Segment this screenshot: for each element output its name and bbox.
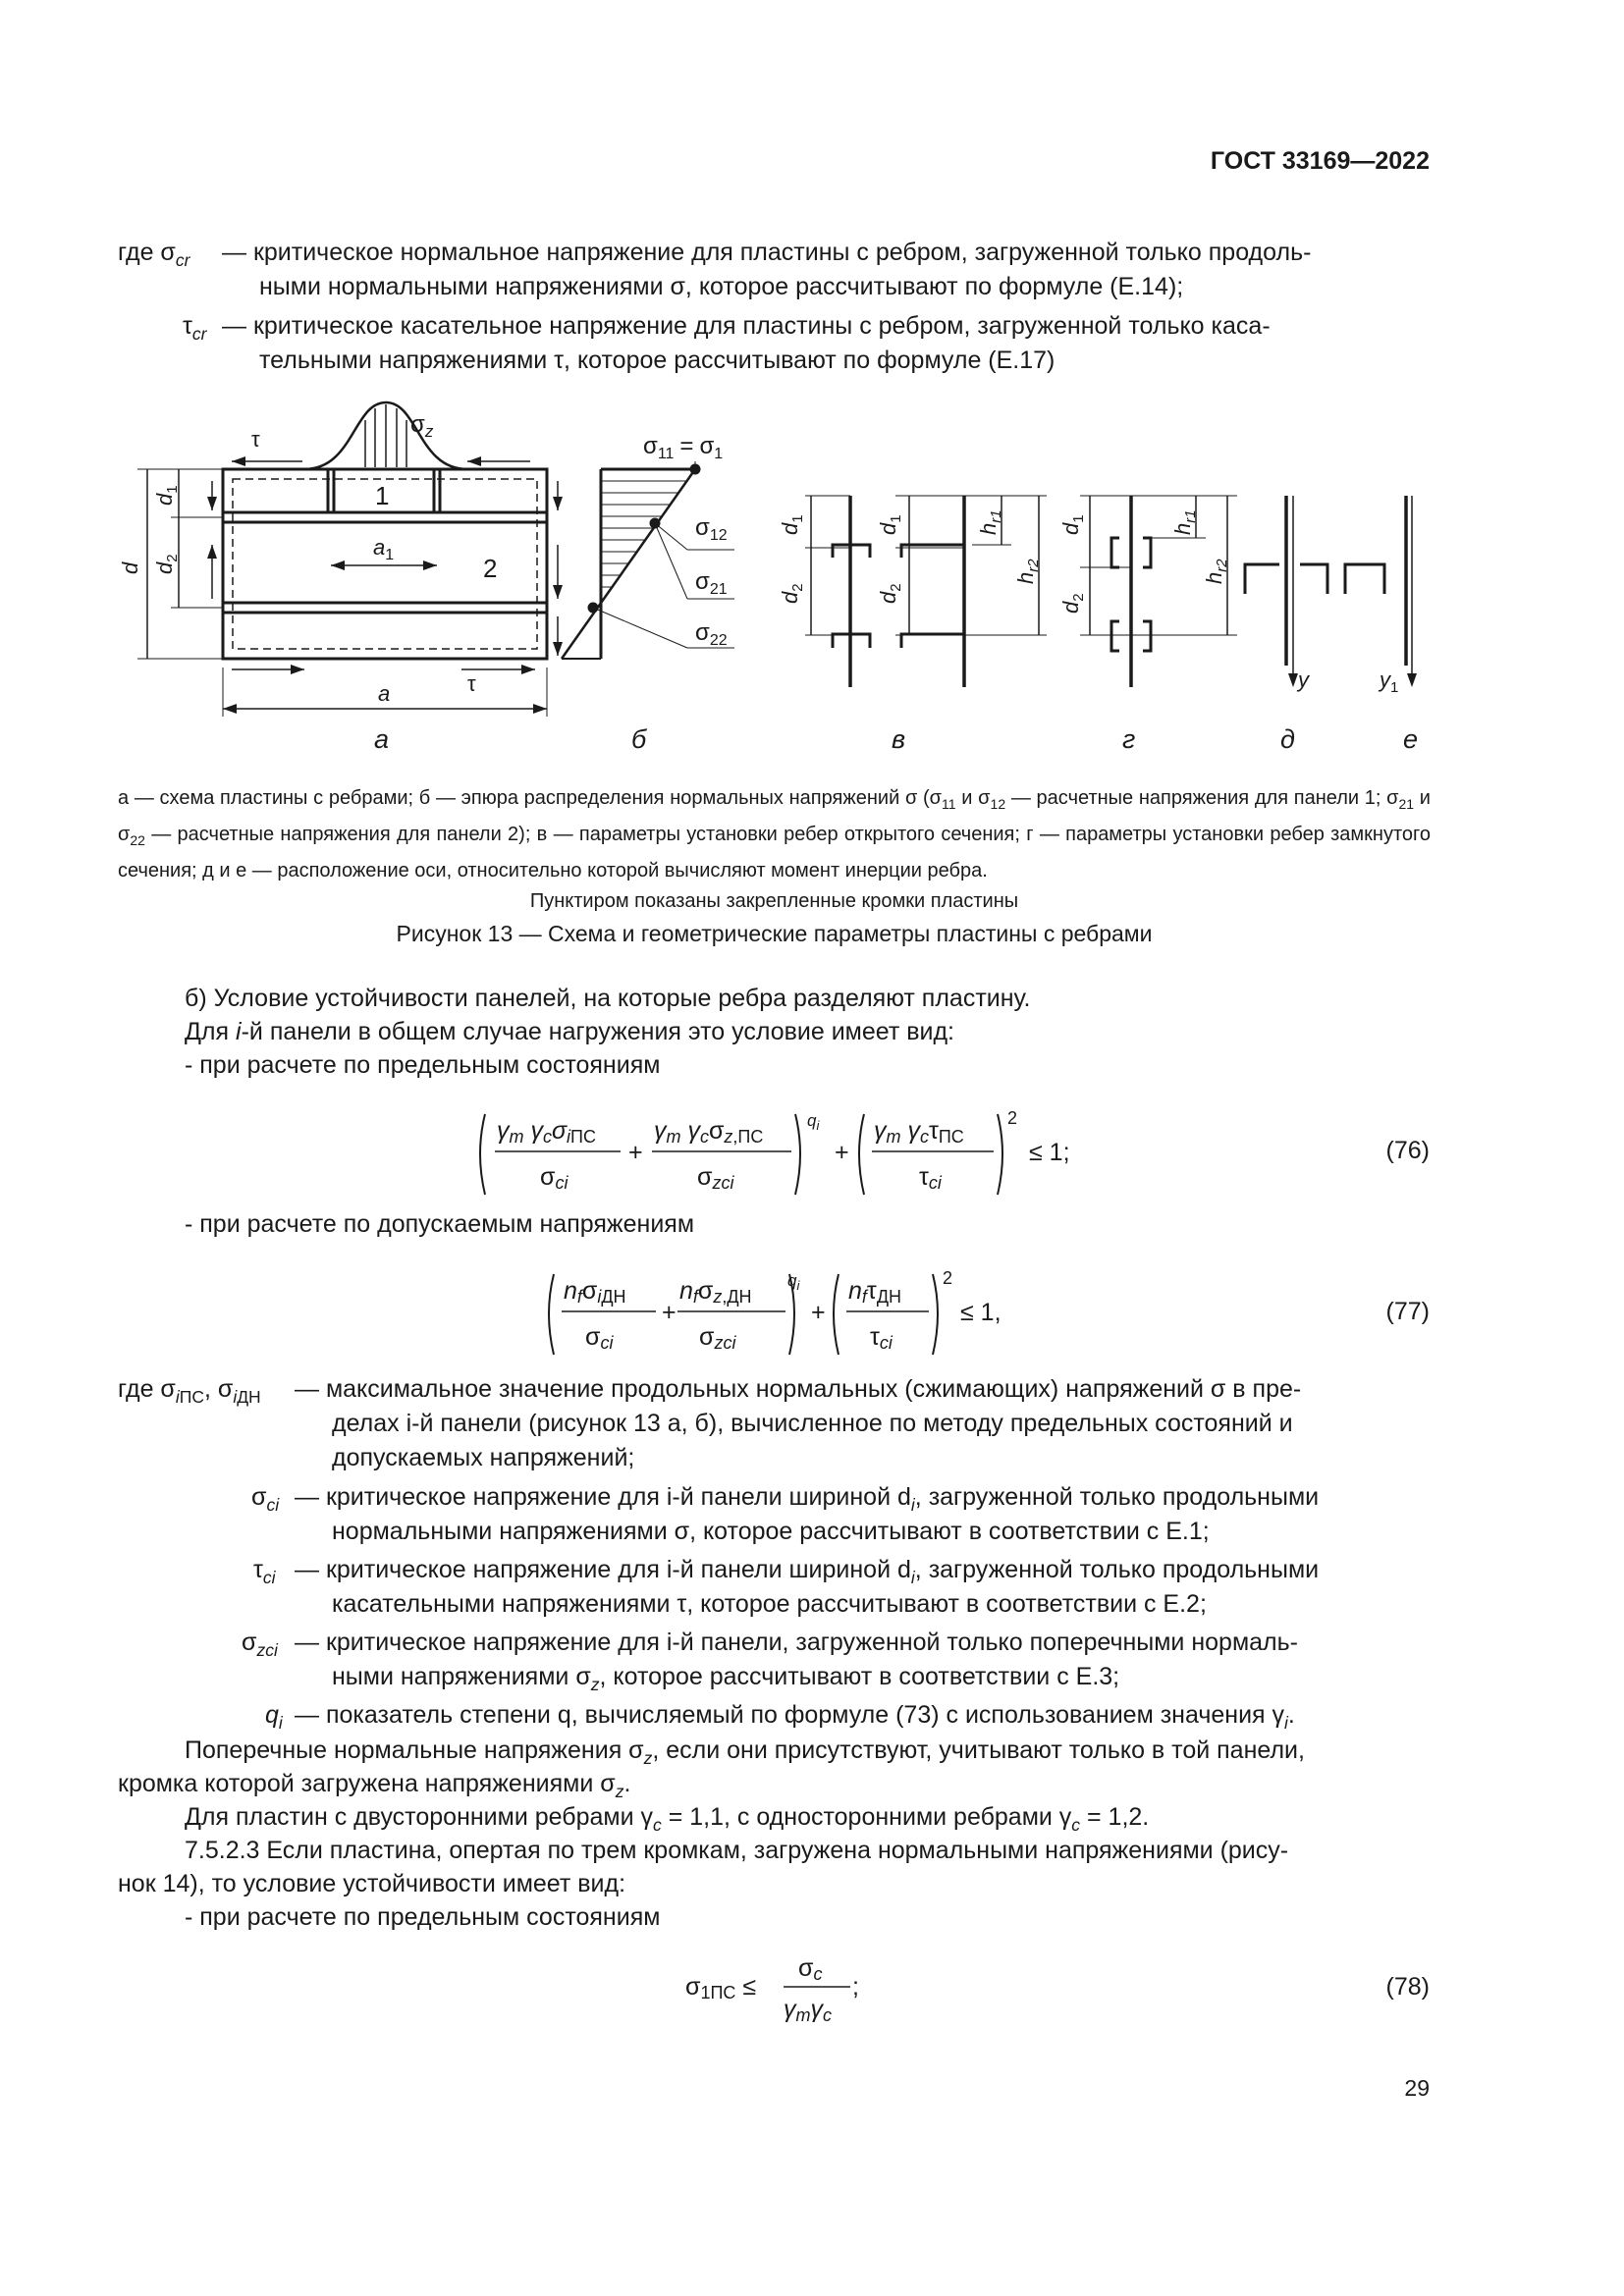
equation-number: (78)	[1385, 1973, 1430, 2001]
paragraph: - при расчете по предельным состояниям	[185, 1051, 661, 1079]
label-tau-bottom: τ	[467, 671, 476, 696]
label-g-hr2: $h_{r2}$	[1202, 559, 1230, 584]
svg-text:σzci: σzci	[699, 1323, 736, 1353]
paragraph: - при расчете по допускаемым напряжениям	[185, 1210, 695, 1238]
formula-78	[685, 1949, 882, 2027]
label-panel-2: 2	[483, 554, 498, 583]
label-a: a	[378, 681, 391, 706]
paragraph: Поперечные нормальные напряжения $\sigma_z$, если они присутствуют, учитывают только в той панели,	[185, 1736, 1305, 1768]
label-v-d2: $d_2$	[778, 583, 806, 604]
svg-text:nfσz,ДН: nfσz,ДН	[679, 1277, 752, 1307]
label-tau: τ	[251, 427, 260, 452]
formula-77	[540, 1264, 1011, 1362]
paragraph: кромка которой загружена напряжениями $\sigma_z$.	[118, 1770, 631, 1801]
figure-letter-g: г	[1122, 724, 1136, 754]
figure-letter-a: а	[374, 724, 390, 754]
svg-text:nfσiДН: nfσiДН	[564, 1277, 626, 1307]
paragraph: Для пластин с двусторонними ребрами $\gamma_c = 1,1$, с односторонними ребрами $\gamma_c = 1,2$.	[185, 1803, 1150, 1835]
svg-text:γmγc: γmγc	[784, 1996, 832, 2025]
svg-text:+: +	[835, 1139, 849, 1166]
label-hr1: $h_{r1}$	[976, 509, 1004, 535]
figure-title: Рисунок 13 — Схема и геометрические параметры пластины с ребрами	[396, 921, 1153, 946]
label-d2: $d_2$	[152, 554, 181, 574]
svg-text:nfτДН: nfτДН	[848, 1277, 902, 1307]
svg-text:σci: σci	[585, 1323, 614, 1353]
def-text-line: ными нормальными напряжениями σ, которое рассчитывают по формуле (Е.14);	[259, 273, 1184, 300]
label-d: d	[118, 561, 142, 574]
def-term: τ	[183, 312, 192, 340]
def-text-line: тельными напряжениями τ, которое рассчитывают по формуле (Е.17)	[259, 347, 1056, 374]
label-a1: $a_1$	[373, 535, 395, 563]
def-text-line: — критическое касательное напряжение для пластины с ребром, загруженной только каса-	[222, 312, 1271, 340]
paragraph: нок 14), то условие устойчивости имеет вид:	[118, 1870, 626, 1897]
def-term: где σ	[118, 239, 176, 266]
svg-text:+: +	[628, 1139, 643, 1166]
svg-text:τci: τci	[870, 1323, 893, 1353]
figure-notes	[118, 783, 1431, 917]
label-sigma11-eq-sigma1: $\sigma_{11} = \sigma_1$	[643, 433, 724, 462]
svg-text:2: 2	[1007, 1108, 1018, 1128]
svg-text:qi: $q_i$	[807, 1111, 820, 1133]
label-hr2: $h_{r2}$	[1013, 559, 1042, 584]
def-text-line: — критическое нормальное напряжение для пластины с ребром, загруженной только продоль-	[222, 239, 1312, 266]
equation-number: (77)	[1385, 1298, 1430, 1325]
svg-text:2: 2	[943, 1268, 953, 1288]
paragraph: б) Условие устойчивости панелей, на которые ребра разделяют пластину.	[185, 985, 1031, 1012]
label-sigma-z: $\sigma_z$	[410, 411, 434, 441]
svg-text:γm γcσz,ПС: γm γcσz,ПС	[654, 1117, 764, 1147]
svg-text:γm γcσiПС: γm γcσiПС	[497, 1117, 596, 1147]
label-v2-d2: $d_2$	[876, 583, 904, 604]
label-sigma21: $\sigma_{21}$	[695, 568, 728, 598]
svg-text:;: ;	[852, 1973, 859, 2001]
label-v2-d1: $d_1$	[876, 514, 904, 535]
page-number: 29	[1404, 2075, 1430, 2101]
figure-13-drawing	[0, 0, 1624, 785]
svg-text:+: +	[662, 1299, 677, 1326]
figure-letter-v: в	[892, 724, 906, 754]
svg-text:σzci: σzci	[697, 1163, 734, 1193]
figure-letter-d: д	[1280, 724, 1295, 754]
svg-text:γm γcτПС: γm γcτПС	[874, 1117, 964, 1147]
svg-text:σci: σci	[540, 1163, 568, 1193]
svg-text:≤ 1,: ≤ 1,	[960, 1299, 1001, 1326]
figure-notes-last: Пунктиром показаны закрепленные кромки пластины	[529, 890, 1019, 912]
label-y: y	[1298, 667, 1309, 692]
svg-text:τci: τci	[919, 1163, 942, 1193]
paragraph: 7.5.2.3 Если пластина, опертая по трем кромкам, загружена нормальными напряжениями (рису-	[185, 1837, 1289, 1864]
label-panel-1: 1	[375, 481, 390, 510]
equation-number: (76)	[1385, 1137, 1430, 1164]
paragraph: Для i-й панели в общем случае нагружения это условие имеет вид:	[185, 1018, 955, 1045]
label-v-d1: $d_1$	[778, 514, 806, 535]
label-g-d2: $d_2$	[1058, 593, 1087, 614]
formula-76	[471, 1104, 1080, 1202]
document-header: ГОСТ 33169—2022	[1210, 147, 1430, 175]
svg-text:+: +	[811, 1299, 826, 1326]
label-sigma22: $\sigma_{22}$	[695, 619, 728, 649]
svg-text:σ1ПС ≤: σ1ПС ≤	[685, 1973, 757, 2002]
label-sigma12: $\sigma_{12}$	[695, 514, 728, 544]
paragraph: - при расчете по предельным состояниям	[185, 1903, 661, 1931]
svg-text:σc: σc	[798, 1954, 823, 1984]
figure-letter-e: е	[1403, 724, 1419, 754]
svg-text:≤ 1;: ≤ 1;	[1029, 1139, 1070, 1166]
svg-text:qi: $q_i$	[787, 1271, 800, 1293]
label-y1: $y_1$	[1380, 667, 1399, 696]
figure-letter-b: б	[631, 724, 647, 754]
label-g-hr1: $h_{r1}$	[1170, 509, 1199, 535]
label-g-d1: $d_1$	[1058, 514, 1087, 535]
figure-notes-text: а — схема пластины с ребрами; б — эпюра распределения нормальных напряжений σ ($\sigma_{11}$ и $\sigma_{12}$ — расчетные напряжения для панели 1; $\sigma_{21}$ и $\sigma_{22}$ — расчетные напряжения для панели 2); в — параметры установки ребер открытого сечения; г — параметры установки ребер замкнутого сечения; д и е — расположение оси, относительно которой вычисляют момент инерции ребра.	[118, 787, 1431, 881]
label-d1: $d_1$	[152, 485, 181, 506]
